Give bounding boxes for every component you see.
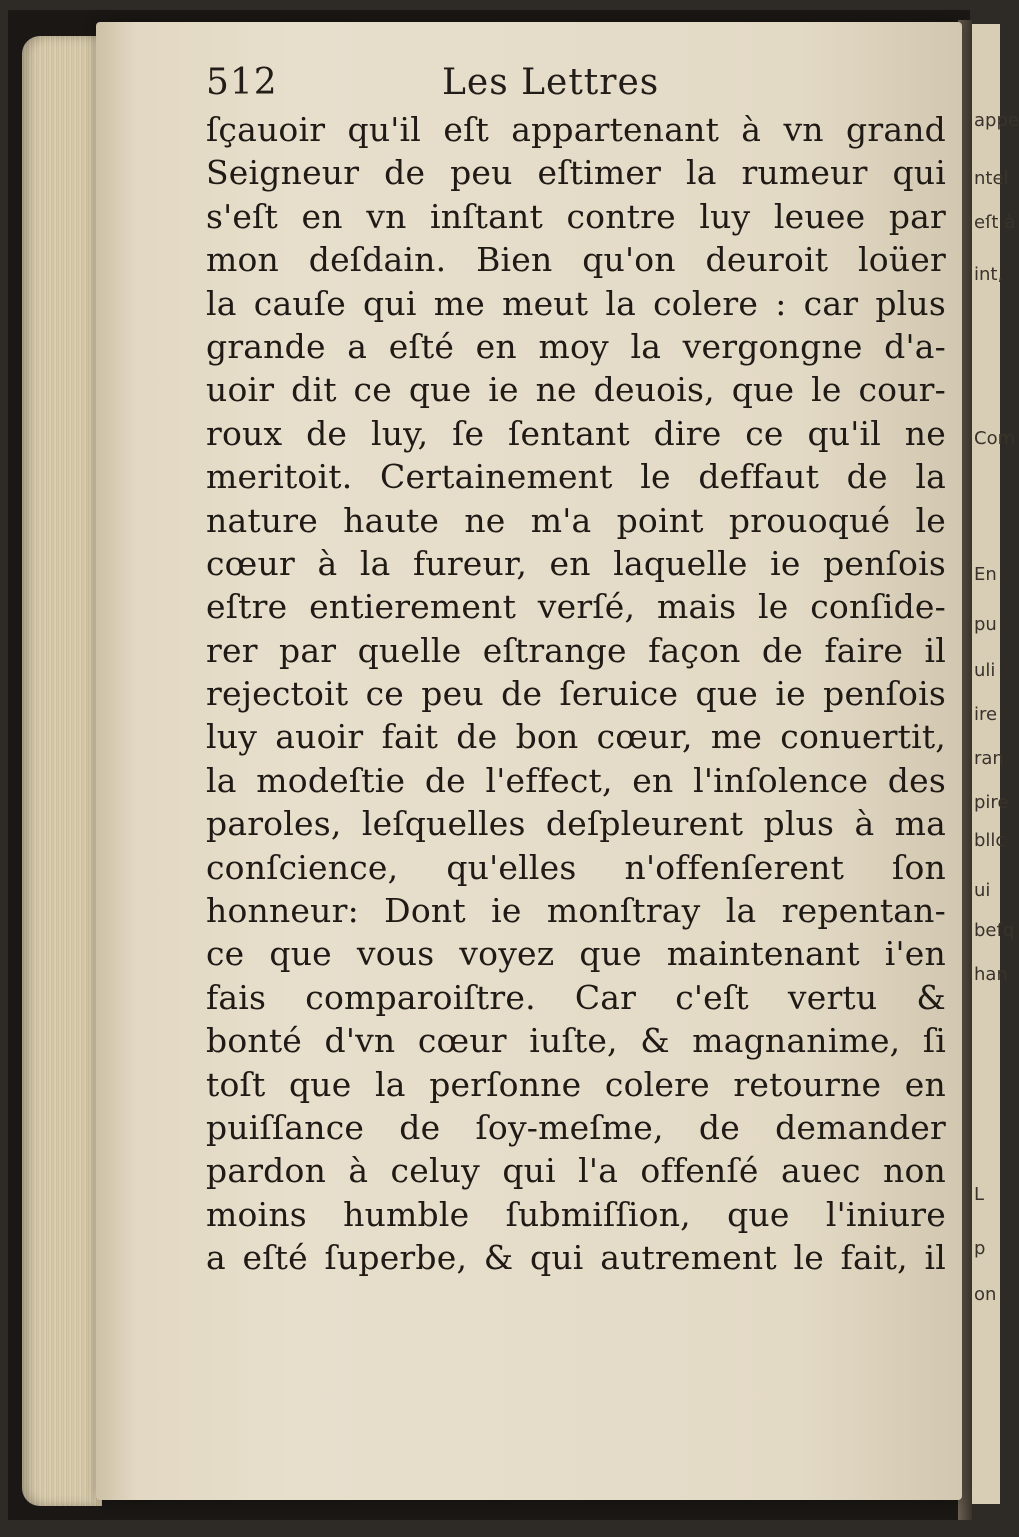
- text-line: moins humble ſubmiſſion, que l'iniure: [206, 1194, 946, 1234]
- text-line: s'eſt en vn inſtant contre luy leuee par: [206, 196, 946, 236]
- text-line: uoir dit ce que ie ne deuois, que le cour-: [206, 370, 946, 410]
- text-line: bonté d'vn cœur iuſte, & magnanime, ſi: [206, 1021, 946, 1061]
- facing-page-fragment: bllc: [974, 830, 1006, 851]
- text-line: ſçauoir qu'il eſt appartenant à vn grand: [206, 110, 946, 149]
- facing-page-fragment: En: [974, 564, 997, 585]
- facing-page-fragment: pu: [974, 614, 997, 635]
- running-head: [206, 62, 766, 110]
- text-line: luy auoir fait de bon cœur, me conuertit,: [206, 717, 946, 757]
- text-line: fais comparoiſtre. Car c'eſt vertu &: [206, 977, 946, 1017]
- text-line: ce que vous voyez que maintenant i'en: [206, 934, 946, 974]
- facing-page-fragment: L: [974, 1184, 985, 1205]
- text-line: meritoit. Certainement le deffaut de la: [206, 457, 946, 497]
- text-line: mon deſdain. Bien qu'on deuroit loüer: [206, 240, 946, 280]
- text-line: cœur à la fureur, en laquelle ie penſois: [206, 543, 946, 583]
- text-line: a eſté ſuperbe, & qui autrement le fait, il: [206, 1238, 946, 1278]
- running-title: Les Lettres: [442, 62, 660, 103]
- text-line: roux de luy, ſe ſentant dire ce qu'il ne: [206, 413, 946, 453]
- text-line: la cauſe qui me meut la colere : car plus: [206, 283, 946, 323]
- facing-page-fragment: ran: [974, 748, 1004, 769]
- facing-page-fragment: eſt à: [974, 212, 1016, 233]
- text-line: paroles, leſquelles deſpleurent plus à ma: [206, 804, 946, 844]
- text-line: rer par quelle eſtrange façon de faire il: [206, 630, 946, 670]
- text-line: puiſſance de ſoy-meſme, de demander: [206, 1107, 946, 1147]
- facing-page-fragment: han: [974, 964, 1008, 985]
- text-line: honneur: Dont ie monſtray la repentan-: [206, 891, 946, 931]
- facing-page-fragment: ire: [974, 704, 998, 725]
- page-number: 512: [206, 62, 278, 103]
- text-line: rejectoit ce peu de ſeruice que ie penſois: [206, 674, 946, 714]
- facing-page-fragment: ntel: [974, 168, 1009, 189]
- text-block: [206, 108, 946, 1280]
- text-line: eſtre entierement verſé, mais le conſide-: [206, 587, 946, 627]
- facing-page-strip: [972, 24, 1019, 1504]
- text-line: grande a eſté en moy la vergongne d'a-: [206, 326, 946, 366]
- facing-page-fragment: int,: [974, 264, 1004, 285]
- text-line: Seigneur de peu eſtimer la rumeur qui: [206, 153, 946, 193]
- page-edges: [22, 36, 102, 1506]
- facing-page-fragment: pire: [974, 792, 1009, 813]
- text-line: toſt que la perſonne colere retourne en: [206, 1064, 946, 1104]
- facing-page-fragment: uli: [974, 660, 996, 681]
- text-line: pardon à celuy qui l'a offenſé auec non: [206, 1151, 946, 1191]
- text-line: la modeſtie de l'effect, en l'inſolence des: [206, 760, 946, 800]
- facing-page-fragment: Com: [974, 428, 1016, 449]
- facing-page-fragment: ui: [974, 880, 991, 901]
- facing-page-fragment: on: [974, 1284, 997, 1305]
- facing-page-fragment: appe: [974, 110, 1019, 131]
- text-line: nature haute ne m'a point prouoqué le: [206, 500, 946, 540]
- facing-page-fragment: beſq: [974, 920, 1015, 941]
- text-line: conſcience, qu'elles n'offenſerent ſon: [206, 847, 946, 887]
- facing-page-fragment: p: [974, 1238, 986, 1259]
